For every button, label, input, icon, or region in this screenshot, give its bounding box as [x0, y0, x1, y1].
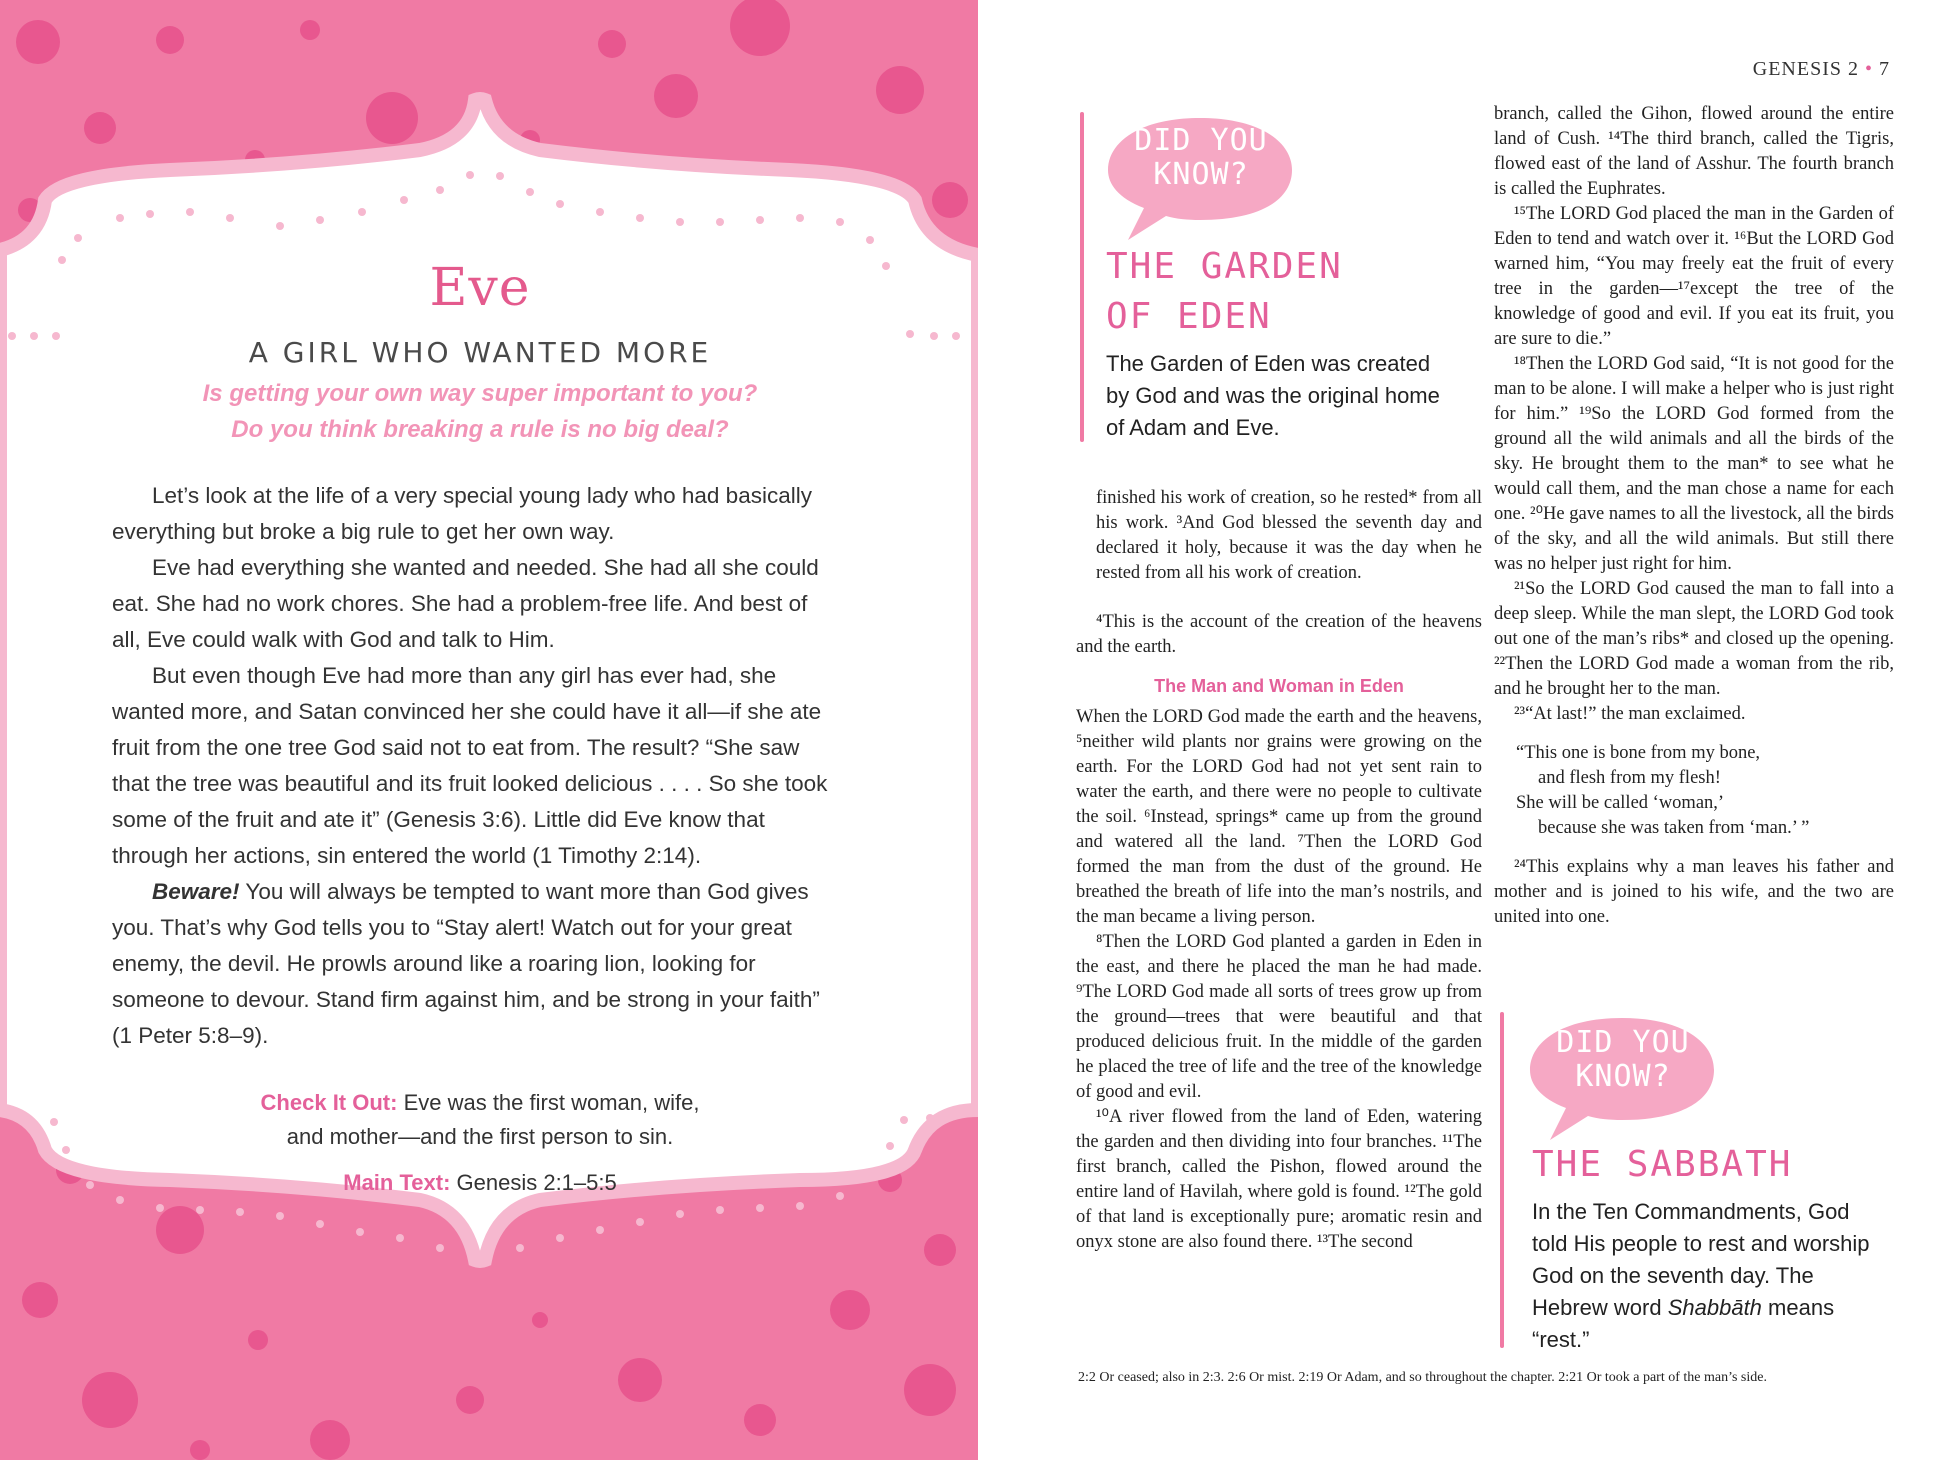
- poem-block: [1516, 741, 1894, 841]
- scripture-paragraph: ⁴This is the account of the creation of the heavens and the earth.: [1076, 612, 1482, 657]
- scripture-column-1: [1076, 486, 1482, 1255]
- check-it-out-line-2: and mother—and the first person to sin.: [286, 1124, 674, 1149]
- feature-subtitle: A GIRL WHO WANTED MORE: [248, 336, 712, 369]
- running-head-dot: •: [1864, 58, 1873, 80]
- check-it-out-text: Eve was the first woman, wife,: [397, 1090, 700, 1115]
- sidebar-text-part: In the Ten Commandments, God told His people to rest and worship God on the seventh day. The Hebrew word: [1532, 1199, 1870, 1320]
- feature-title: Eve: [429, 258, 531, 318]
- footnotes: 2:2 Or ceased; also in 2:3. 2:6 Or mist. 2:19 Or Adam, and so throughout the chapter. 2:21 Or took a part of the man’s side.: [1078, 1370, 1767, 1385]
- poem-line: “This one is bone from my bone,: [1516, 743, 1761, 763]
- scripture-column-2: [1494, 102, 1894, 930]
- hebrew-word: Shabbāth: [1667, 1295, 1762, 1320]
- beware-paragraph: [112, 874, 832, 1054]
- poem-line: because she was taken from ‘man.’ ”: [1538, 818, 1810, 838]
- main-text-label: Main Text:: [343, 1170, 451, 1195]
- bubble-line-2: KNOW?: [1153, 157, 1249, 192]
- sidebar-accent-bar: [1080, 112, 1084, 442]
- running-head-page: 7: [1879, 58, 1890, 80]
- bubble-line-1: DID YOU: [1134, 123, 1268, 158]
- sidebar-heading-line-2: OF EDEN: [1106, 296, 1272, 337]
- body-paragraph: Let’s look at the life of a very special young lady who had basically everything but broke a big rule to get her own way.: [112, 483, 812, 544]
- did-you-know-sabbath: [1500, 1012, 1900, 1352]
- scripture-paragraph: ²¹So the LORD God caused the man to fall into a deep sleep. While the man slept, the LORD God took out one of the man’s ribs* and closed up the opening. ²²Then the LORD God made a woman from the rib, and he brought her to the man.: [1494, 579, 1894, 699]
- check-it-out-label: Check It Out:: [260, 1090, 398, 1115]
- sidebar-text: The Garden of Eden was created by God and was the original home of Adam and Eve.: [1106, 351, 1440, 440]
- scripture-paragraph: finished his work of creation, so he rested* from all his work. ³And God blessed the seventh day and declared it holy, because it was the day when he rested from all his work of creation.: [1096, 488, 1482, 583]
- section-heading: The Man and Woman in Eden: [1154, 676, 1404, 696]
- beware-text: You will always be tempted to want more than God gives you. That’s why God tells you to “Stay alert! Watch out for your great enemy, the devil. He prowls around like a roaring lion, looking for someone to devour. Stand firm against him, and be strong in your faith” (1 Peter 5:8–9).: [112, 879, 820, 1048]
- scripture-paragraph: ¹⁸Then the LORD God said, “It is not good for the man to be alone. I will make a helper who is just right for him.” ¹⁹So the LORD God formed from the ground all the wild animals and all the birds of the sky. He brought them to the man* to see what he would call them, and the man chose a name for each one. ²⁰He gave names to all the livestock, all the birds of the sky, and all the wild animals. But still there was no helper just right for him.: [1494, 354, 1894, 574]
- feature-body: [112, 478, 832, 1054]
- scripture-paragraph: ²³“At last!” the man exclaimed.: [1514, 704, 1746, 724]
- running-head: [1753, 58, 1890, 81]
- sidebar-text-part: means “rest.”: [1532, 1295, 1835, 1352]
- scripture-paragraph: branch, called the Gihon, flowed around the entire land of Cush. ¹⁴The third branch, called the Tigris, flowed east of the land of Asshur. The fourth branch is called the Euphrates.: [1494, 104, 1894, 199]
- did-you-know-garden: [1080, 112, 1470, 452]
- sidebar-text: [1532, 1196, 1882, 1356]
- feature-question-1: Is getting your own way super important to you?: [202, 380, 758, 407]
- sidebar-heading-line-1: THE GARDEN: [1106, 246, 1343, 287]
- bubble-line-2: KNOW?: [1575, 1059, 1671, 1094]
- main-text-reference: Genesis 2:1–5:5: [450, 1170, 617, 1195]
- bubble-line-1: DID YOU: [1556, 1025, 1690, 1060]
- poem-line: and flesh from my flesh!: [1538, 768, 1721, 788]
- beware-label: Beware!: [152, 879, 240, 904]
- poem-line: She will be called ‘woman,’: [1516, 793, 1725, 813]
- check-it-out-line-1: [0, 1086, 960, 1120]
- feature-question-2: Do you think breaking a rule is no big deal?: [231, 416, 729, 443]
- scripture-paragraph: When the LORD God made the earth and the heavens, ⁵neither wild plants nor grains were growing on the earth. For the LORD God had not yet sent rain to water the earth, and there were no people to cultivate the soil. ⁶Instead, springs* came up from the ground and watered all the land. ⁷Then the LORD God formed the man from the dust of the ground. He breathed the breath of life into the man’s nostrils, and the man became a living person.: [1076, 707, 1482, 927]
- body-paragraph: But even though Eve had more than any girl has ever had, she wanted more, and Satan convinced her she could have it all—if she ate fruit from the one tree God said not to eat from. The result? “She saw that the tree was beautiful and its fruit looked delicious . . . . So she took some of the fruit and ate it” (Genesis 3:6). Little did Eve know that through her actions, sin entered the world (1 Timothy 2:14).: [112, 663, 828, 868]
- scripture-paragraph: ²⁴This explains why a man leaves his father and mother and is joined to his wife, and the two are united into one.: [1494, 857, 1894, 927]
- main-text-line: [0, 1166, 960, 1200]
- scripture-paragraph: ¹⁵The LORD God placed the man in the Garden of Eden to tend and watch over it. ¹⁶But the LORD God warned him, “You may freely eat the fruit of every tree in the garden—¹⁷except the tree of the knowledge of good and evil. If you eat its fruit, you are sure to die.”: [1494, 204, 1894, 349]
- sidebar-accent-bar: [1500, 1012, 1504, 1348]
- scripture-paragraph: ⁸Then the LORD God planted a garden in Eden in the east, and there he placed the man he had made. ⁹The LORD God made all sorts of trees grow up from the ground—trees that were beautiful and that produced delicious fruit. In the middle of the garden he placed the tree of life and the tree of the knowledge of good and evil.: [1076, 932, 1482, 1102]
- scripture-paragraph: ¹⁰A river flowed from the land of Eden, watering the garden and then dividing into four branches. ¹¹The first branch, called the Pishon, flowed around the entire land of Havilah, where gold is found. ¹²The gold of that land is exceptionally pure; aromatic resin and onyx stone are also found there. ¹³The second: [1076, 1107, 1482, 1252]
- sidebar-heading: THE SABBATH: [1532, 1144, 1793, 1185]
- body-paragraph: Eve had everything she wanted and needed. She had all she could eat. She had no work chores. She had a problem-free life. And best of all, Eve could walk with God and talk to Him.: [112, 555, 819, 652]
- running-head-book: GENESIS 2: [1752, 58, 1859, 80]
